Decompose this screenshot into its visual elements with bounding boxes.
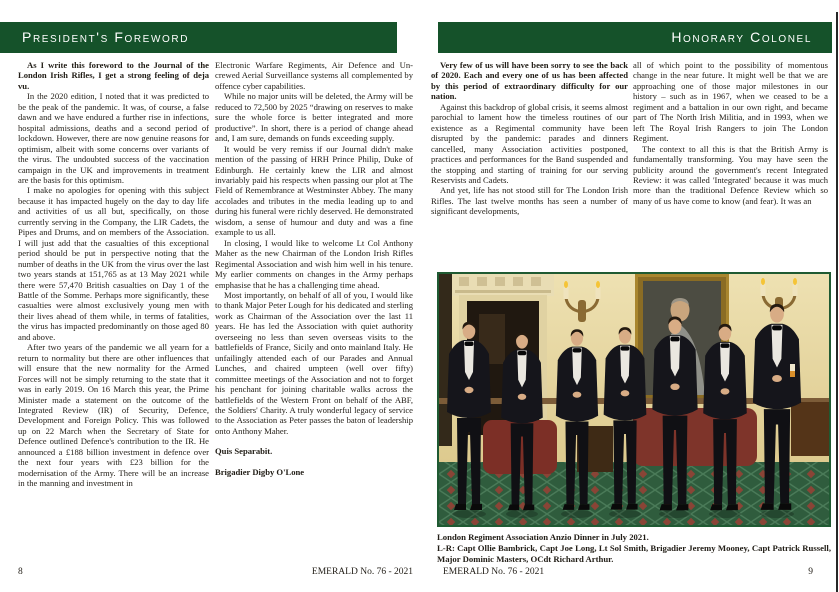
- right-page-number: 9: [808, 567, 813, 577]
- paragraph: The context to all this is that the British Army is fundamentally transforming. You may have seen the publicity around the government's recent Integrated Review: it was called 'Integrated' because it was much more than the traditional Defence Review which so many of us have come to know (and fear). It was an: [633, 143, 828, 206]
- right-journal-title: EMERALD No. 76 - 2021: [443, 567, 545, 577]
- page-edge-shadow: [836, 12, 838, 592]
- paragraph: After two years of the pandemic we all yearn for a return to normality but there are other influences that will ensure that the new normality for the Armed Forces will not be simply returning to the state that it was in early 2019. On 16 March this year, the Prime Minister made a statement on the outcome of the Integrated Review (IR) of Security, Defence, Development and Foreign Policy. This was followed up on 22 March when the Secretary of State for Defence outlined Defence's contribution to the IR. He announced a £188 billion investment in defence over the next four years with £23 billion for the modernisation of the Army. There will be an increase in the manning and investment in: [18, 342, 209, 489]
- left-page-column-1: [18, 60, 209, 489]
- group-photo-illustration: [439, 274, 829, 525]
- right-page-title: Honorary Colonel: [671, 29, 812, 45]
- right-page-header-band: [438, 22, 832, 53]
- group-photo: [437, 272, 831, 527]
- left-page-footer: [18, 567, 413, 577]
- paragraph: Against this backdrop of global crisis, it seems almost parochial to lament how the timeless routines of our existence as a Regimental community have been disrupted by the pandemic: parades and dinners cancelled, many Association activities postponed, practices and performances for the Band suspended and the stopping and starting of training for our serving Reservists and Cadets.: [431, 101, 628, 185]
- paragraph: In closing, I would like to welcome Lt Col Anthony Maher as the new Chairman of the London Irish Rifles Regimental Association and wish him well in his tenure. My earlier comments on changes in the Army perhaps emphasise that he has a challenging time ahead.: [215, 237, 413, 290]
- caption-names: L-R: Capt Ollie Bambrick, Capt Joe Long, Lt Sol Smith, Brigadier Jeremy Mooney, Capt Patrick Russell, Major Dominic Masters, OCdt Richard Arthur.: [437, 543, 831, 565]
- right-page-column-2: [633, 60, 828, 206]
- paragraph: Very few of us will have been sorry to see the back of 2020. Each and every one of us has been affected by this period of extraordinary difficulty for our nation.: [431, 60, 628, 102]
- paragraph: It would be very remiss if our Journal didn't make mention of the passing of HRH Prince Philip, Duke of Edinburgh. He certainly knew the LIR and almost invariably paid his respects when passing our plot at The Field of Remembrance at Westminster Abbey. The many accolades and tributes in the media leading up to and during his funeral were richly deserved. He demonstrated wisdom, a sense of humour and duty and was a fine example to us all.: [215, 143, 413, 238]
- paragraph: While no major units will be deleted, the Army will be reduced to 72,500 by 2025 “drawing on reserves to make sure the whole force is better integrated and more productive”. In short, there is a period of change ahead and, I am sure, demands on funds exceeding supply.: [215, 91, 413, 144]
- paragraph: Electronic Warfare Regiments, Air Defence and Un-crewed Aerial Surveillance systems all complemented by offence cyber capabilities.: [215, 60, 413, 91]
- paragraph: Quis Separabit.: [215, 446, 273, 457]
- left-page-header-band: [0, 22, 397, 53]
- left-page-title: President's Foreword: [22, 29, 190, 45]
- right-page-footer: [443, 567, 813, 577]
- paragraph: I make no apologies for opening with this subject because it has impacted hugely on the day to day life and activities of us all but, specifically, on those currently serving in the Company, the LIR Cadets, the Pipes and Drums, and on members of the Association. I will just add that the casualties of this exceptional period should be put in perspective noting that the number of deaths in the UK from the virus over the last two years stands at 151,765 as at 13 May 2021 while there were 57,470 British casualties on Day 1 of the Battle of the Somme. Perhaps more significantly, these casualties were almost exclusively young men with their lives ahead of them while, in terms of fatalities, the virus has impacted predominantly on those aged 80 and above.: [18, 185, 209, 342]
- paragraph: In the 2020 edition, I noted that it was predicted to be the peak of the pandemic. It was, of course, a false dawn and we have endured a further rise in infections, hospital admissions, deaths and a second period of lockdown. However, there are now genuine reasons for optimism, albeit with some concerns over variants of the virus. The undoubted success of the vaccination campaign in the UK and improvements in treatment are the basis for this optimism.: [18, 91, 209, 185]
- right-page-column-1: [431, 60, 628, 217]
- drink-glass: [790, 364, 795, 377]
- paragraph: Most importantly, on behalf of all of you, I would like to thank Major Peter Lough for his dedicated and sterling work as Chairman of the Association over the last 11 years. He has led the Association with quiet authority overseeing no less than seven overseas visits to the battlefields of France, Sicily and onto mainland Italy. He unfailingly attended each of our Parades and Annual Lunches, and chaired umpteen (well over fifty) committee meetings of the Association and not to forget his penchant for joining charitable walks across the battlefields of the Western Front on behalf of the ABF, the Soldiers' Charity. A truly wonderful legacy of service to the Association as Peter passes the baton of leadership onto Anthony Maher.: [215, 289, 413, 436]
- paragraph: As I write this foreword to the Journal of the London Irish Rifles, I get a strong feeling of deja vu.: [18, 60, 209, 91]
- caption-title: London Regiment Association Anzio Dinner in July 2021.: [437, 532, 649, 542]
- paragraph: Brigadier Digby O'Lone: [215, 466, 305, 477]
- paragraph: all of which point to the possibility of momentous change in the near future. It might well be that we are approaching one of those major milestones in our history – such as in 1967, when we ceased to be a regiment and a battalion in our own right, and became part of The North Irish Militia, and in 1993, when we left The Royal Irish Rangers to join The London Regiment.: [633, 60, 828, 144]
- left-page-number: 8: [18, 567, 23, 577]
- left-journal-title: EMERALD No. 76 - 2021: [311, 567, 413, 577]
- photo-caption: [437, 532, 831, 566]
- paragraph: And yet, life has not stood still for The London Irish Rifles. The last twelve months has seen a number of significant developments,: [431, 185, 628, 217]
- left-page-column-2: [215, 60, 413, 477]
